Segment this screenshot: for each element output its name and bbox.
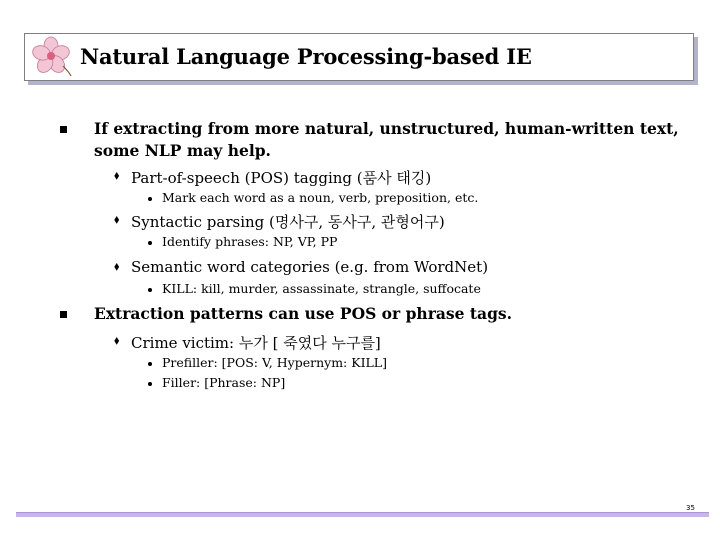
- bullet-dot: [148, 288, 152, 292]
- page-number: 35: [686, 504, 695, 512]
- bullet-dot: [148, 241, 152, 245]
- bullet-2-1-2-text: Filler: [Phrase: NP]: [162, 375, 286, 390]
- bullet-1-2-1-text: Identify phrases: NP, VP, PP: [162, 234, 338, 249]
- bullet-2-1-text: Crime victim: 누가 [ 죽였다 누구를]: [131, 334, 381, 352]
- bullet-1-2-text: Syntactic parsing (명사구, 동사구, 관형어구): [131, 213, 445, 231]
- bullet-diamond: ⬧: [114, 168, 120, 182]
- bullet-1-1-1-text: Mark each word as a noun, verb, preposition, etc.: [162, 190, 479, 205]
- bullet-dot: [148, 197, 152, 201]
- bullet-1-text: If extracting from more natural, unstructured, human-written text, some NLP may help.: [94, 119, 679, 160]
- cherry-blossom-icon: [30, 36, 72, 76]
- footer-bar: [16, 512, 709, 517]
- bullet-diamond: ⬧: [114, 259, 120, 273]
- bullet-2-1-1-text: Prefiller: [POS: V, Hypernym: KILL]: [162, 355, 387, 370]
- bullet-1-3-1-text: KILL: kill, murder, assassinate, strangle, suffocate: [162, 281, 481, 296]
- bullet-dot: [148, 382, 152, 386]
- bullet-1-1-text: Part-of-speech (POS) tagging (품사 태깅): [131, 169, 432, 187]
- bullet-diamond: ⬧: [114, 333, 120, 347]
- bullet-square: [60, 126, 67, 133]
- bullet-dot: [148, 362, 152, 366]
- bullet-1-3-text: Semantic word categories (e.g. from WordNet): [131, 258, 489, 276]
- bullet-diamond: ⬧: [114, 212, 120, 226]
- slide-title: Natural Language Processing-based IE: [80, 44, 532, 69]
- bullet-2-text: Extraction patterns can use POS or phrase tags.: [94, 304, 513, 323]
- bullet-square: [60, 311, 67, 318]
